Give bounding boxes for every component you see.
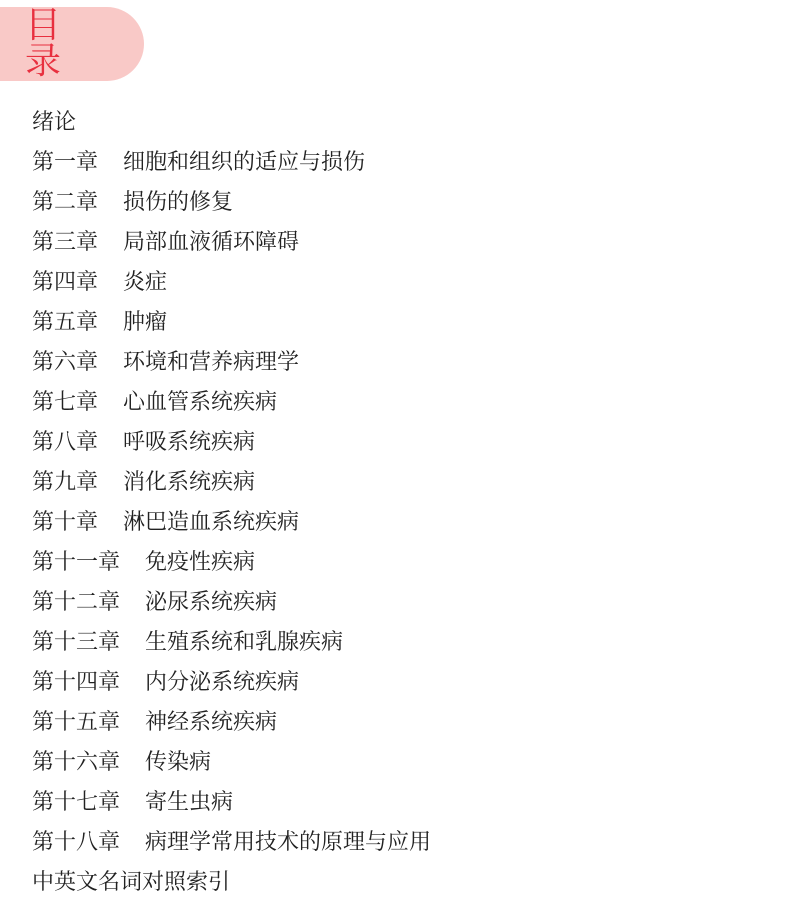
chapter-number: 第六章 — [32, 350, 99, 375]
chapter-title: 病理学常用技术的原理与应用 — [145, 830, 432, 855]
chapter-title: 呼吸系统疾病 — [123, 430, 256, 455]
toc-entry-chapter-4[interactable] — [32, 263, 431, 303]
chapter-number: 第九章 — [32, 470, 99, 495]
toc-entry-chapter-17[interactable] — [32, 783, 431, 823]
page-title: 目 录 — [25, 5, 76, 82]
toc-entry-chapter-12[interactable] — [32, 583, 431, 623]
chapter-title: 局部血液循环障碍 — [123, 230, 300, 255]
chapter-title: 内分泌系统疾病 — [145, 670, 300, 695]
chapter-number: 第十章 — [32, 510, 99, 535]
chapter-number: 第十四章 — [32, 670, 121, 695]
toc-entry-chapter-8[interactable] — [32, 423, 431, 463]
chapter-title: 寄生虫病 — [145, 790, 234, 815]
chapter-title: 环境和营养病理学 — [123, 350, 300, 375]
chapter-number: 第十三章 — [32, 630, 121, 655]
toc-entry-chapter-7[interactable] — [32, 383, 431, 423]
chapter-number: 第五章 — [32, 310, 99, 335]
toc-entry-intro[interactable] — [32, 103, 431, 143]
chapter-title: 泌尿系统疾病 — [145, 590, 278, 615]
toc-entry-chapter-11[interactable] — [32, 543, 431, 583]
toc-entry-chapter-9[interactable] — [32, 463, 431, 503]
toc-entry-chapter-16[interactable] — [32, 743, 431, 783]
chapter-number: 第二章 — [32, 190, 99, 215]
chapter-title: 炎症 — [123, 270, 168, 295]
chapter-title: 肿瘤 — [123, 310, 168, 335]
toc-entry-label: 绪论 — [32, 110, 77, 135]
chapter-number: 第十二章 — [32, 590, 121, 615]
chapter-number: 第十六章 — [32, 750, 121, 775]
chapter-title: 损伤的修复 — [123, 190, 234, 215]
toc-entry-chapter-18[interactable] — [32, 823, 431, 863]
table-of-contents — [32, 103, 431, 903]
toc-entry-chapter-13[interactable] — [32, 623, 431, 663]
toc-entry-chapter-14[interactable] — [32, 663, 431, 703]
toc-entry-chapter-1[interactable] — [32, 143, 431, 183]
chapter-number: 第八章 — [32, 430, 99, 455]
title-badge — [0, 7, 144, 81]
chapter-title: 淋巴造血系统疾病 — [123, 510, 300, 535]
chapter-title: 消化系统疾病 — [123, 470, 256, 495]
chapter-number: 第一章 — [32, 150, 99, 175]
chapter-title: 细胞和组织的适应与损伤 — [123, 150, 366, 175]
toc-entry-chapter-2[interactable] — [32, 183, 431, 223]
toc-entry-chapter-3[interactable] — [32, 223, 431, 263]
chapter-number: 第十七章 — [32, 790, 121, 815]
toc-entry-appendix[interactable] — [32, 863, 431, 903]
chapter-number: 第七章 — [32, 390, 99, 415]
chapter-title: 免疫性疾病 — [145, 550, 256, 575]
chapter-number: 第十五章 — [32, 710, 121, 735]
chapter-title: 神经系统疾病 — [145, 710, 278, 735]
chapter-title: 生殖系统和乳腺疾病 — [145, 630, 344, 655]
chapter-number: 第四章 — [32, 270, 99, 295]
chapter-title: 心血管系统疾病 — [123, 390, 278, 415]
toc-entry-chapter-5[interactable] — [32, 303, 431, 343]
chapter-number: 第十八章 — [32, 830, 121, 855]
toc-entry-label: 中英文名词对照索引 — [32, 870, 231, 895]
chapter-number: 第三章 — [32, 230, 99, 255]
toc-entry-chapter-15[interactable] — [32, 703, 431, 743]
toc-entry-chapter-6[interactable] — [32, 343, 431, 383]
chapter-title: 传染病 — [145, 750, 212, 775]
toc-entry-chapter-10[interactable] — [32, 503, 431, 543]
chapter-number: 第十一章 — [32, 550, 121, 575]
